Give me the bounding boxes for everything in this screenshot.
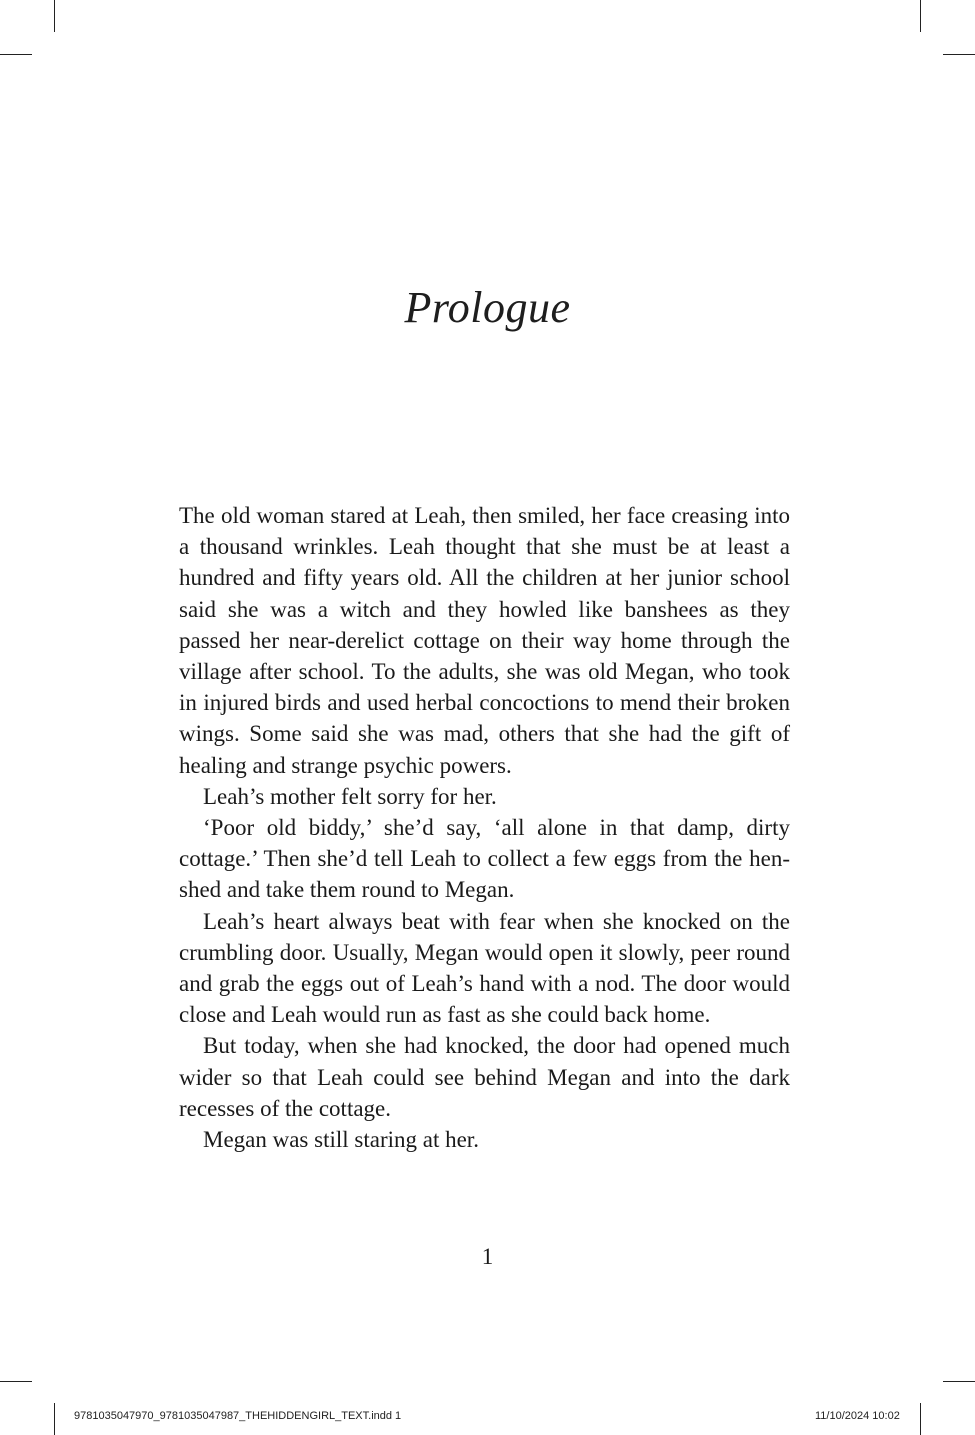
crop-mark-top-left — [54, 0, 55, 32]
paragraph: Megan was still staring at her. — [203, 1127, 479, 1153]
crop-mark-bottom-left — [54, 1403, 55, 1435]
crop-mark-top-right — [920, 0, 921, 32]
chapter-title: Prologue — [404, 283, 571, 332]
slug-file-name: 9781035047970_9781035047987_THEHIDDENGIRL_TEXT.indd 1 — [74, 1410, 402, 1422]
crop-mark-bottom-left-h — [0, 1381, 32, 1382]
body-text — [179, 500, 790, 1155]
crop-mark-top-left-h — [0, 54, 32, 55]
crop-mark-bottom-right-h — [943, 1381, 975, 1382]
crop-mark-bottom-right — [920, 1403, 921, 1435]
paragraph: Leah’s mother felt sorry for her. — [203, 783, 497, 809]
page-number: 1 — [481, 1244, 494, 1269]
paragraph: The old woman stared at Leah, then smiled, her face creasing into a thousand wrinkles. Leah thought that she must be at least a hundred and fifty years old. All the children at her junior school said she was a witch and they howled like banshees as they passed her near-derelict cottage on their way home through the village after school. To the adults, she was old Megan, who took in injured birds and used herbal concoctions to mend their broken wings. Some said she was mad, others that she had the gift of healing and strange psychic powers. — [179, 503, 790, 778]
paragraph: Leah’s heart always beat with fear when she knocked on the crumbling door. Usually, Megan would open it slowly, peer round and grab the eggs out of Leah’s hand with a nod. The door would close and Leah would run as fast as she could back home. — [179, 908, 790, 1028]
crop-mark-top-right-h — [943, 54, 975, 55]
paragraph: ‘Poor old biddy,’ she’d say, ‘all alone in that damp, dirty cottage.’ Then she’d tell Leah to collect a few eggs from the hen-shed and take them round to Megan. — [179, 815, 790, 903]
paragraph: But today, when she had knocked, the door had opened much wider so that Leah could see behind Megan and into the dark recesses of the cottage. — [179, 1033, 790, 1121]
slug-datetime: 11/10/2024 10:02 — [815, 1410, 900, 1422]
